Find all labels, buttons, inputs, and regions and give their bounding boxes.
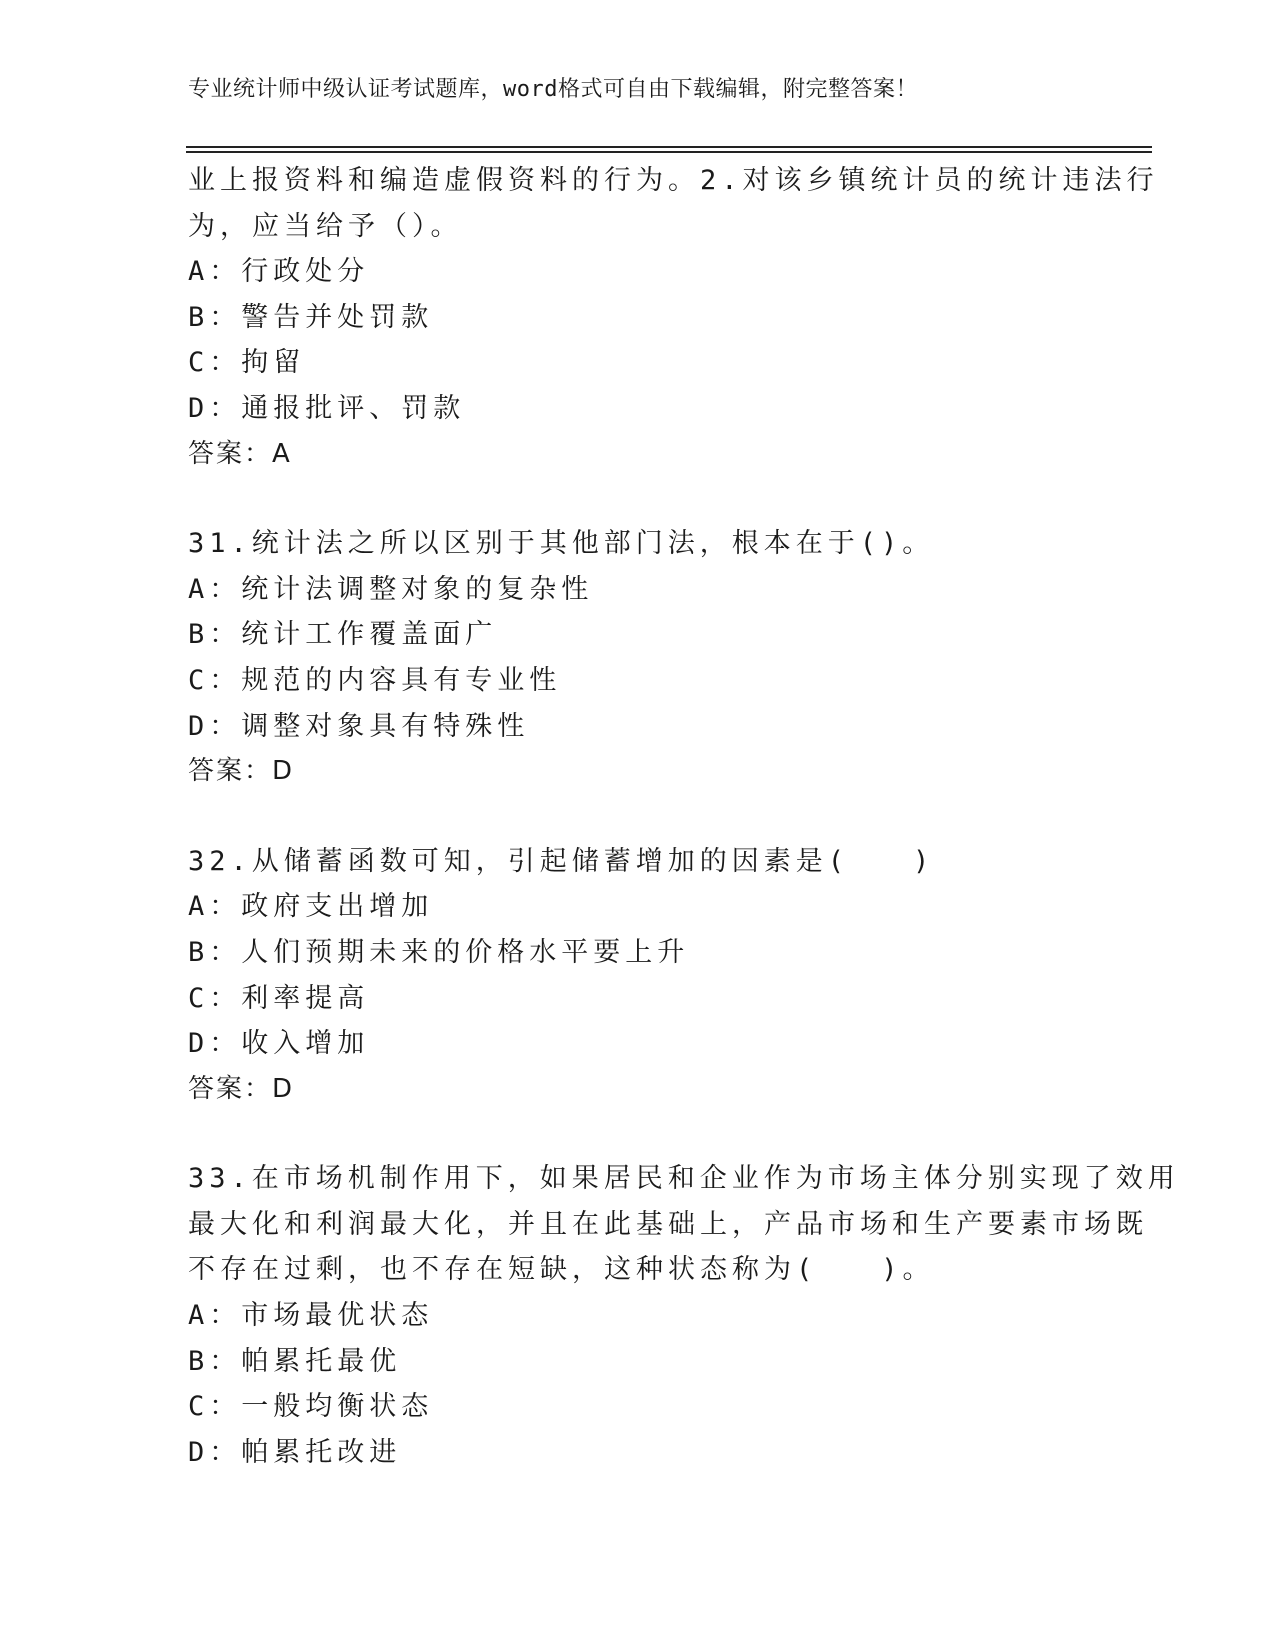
question-stem-line: 最大化和利润最大化，并且在此基础上，产品市场和生产要素市场既 [188,1208,1148,1240]
option-a: A：统计法调整对象的复杂性 [188,573,594,605]
option-d: D：调整对象具有特殊性 [188,710,530,742]
question-32 [188,839,1148,1113]
question-stem-line: 业上报资料和编造虚假资料的行为。2.对该乡镇统计员的统计违法行 [188,165,1159,196]
question-31 [188,521,1148,795]
option-c: C：一般均衡状态 [188,1391,434,1423]
option-c: C：拘留 [188,347,306,379]
question-30 [188,158,1159,477]
option-d: D：收入增加 [188,1028,370,1060]
option-c: C：利率提高 [188,982,370,1014]
option-a: A：行政处分 [188,256,370,288]
answer-line: 答案：A [188,438,292,469]
option-c: C：规范的内容具有专业性 [188,664,562,696]
option-b: B：警告并处罚款 [188,301,434,333]
question-33 [188,1156,1180,1475]
option-b: B：统计工作覆盖面广 [188,619,498,651]
answer-line: 答案：D [188,1073,295,1104]
option-d: D：通报批评、罚款 [188,392,466,424]
option-a: A：政府支出增加 [188,891,434,923]
header-rule-top [186,146,1152,148]
question-stem-line: 为，应当给予（）。 [188,210,463,242]
question-content [188,158,1180,1475]
question-stem-line: 32.从储蓄函数可知，引起储蓄增加的因素是( ) [188,845,935,877]
question-stem-line: 31.统计法之所以区别于其他部门法，根本在于()。 [188,528,935,560]
question-stem-line: 33.在市场机制作用下，如果居民和企业作为市场主体分别实现了效用 [188,1163,1180,1195]
option-d: D：帕累托改进 [188,1436,402,1468]
answer-line: 答案：D [188,756,295,787]
page-header: 专业统计师中级认证考试题库，word格式可自由下载编辑，附完整答案！ [188,77,918,102]
option-b: B：人们预期未来的价格水平要上升 [188,936,690,968]
option-b: B：帕累托最优 [188,1345,402,1377]
question-stem-line: 不存在过剩，也不存在短缺，这种状态称为( )。 [188,1254,935,1286]
header-rule-bottom [186,151,1152,153]
option-a: A：市场最优状态 [188,1300,434,1332]
